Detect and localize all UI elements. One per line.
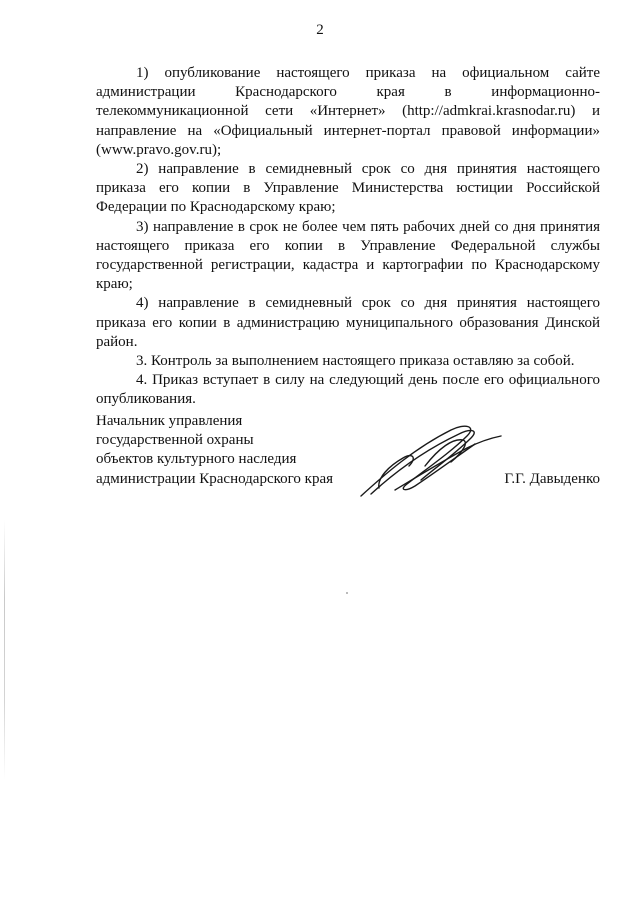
page-number: 2 bbox=[316, 22, 324, 38]
signatory-position-line: Начальник управления bbox=[96, 413, 243, 429]
signatory-position-line: объектов культурного наследия bbox=[96, 451, 297, 468]
signature-block bbox=[96, 412, 600, 512]
scan-edge-mark bbox=[4, 520, 5, 780]
signatory-position-line: администрации Краснодарского края bbox=[96, 470, 334, 487]
document-body bbox=[96, 64, 600, 410]
signatory-position bbox=[96, 412, 356, 489]
handwritten-signature bbox=[355, 418, 505, 502]
paragraph-publication: 1) опубликование настоящего приказа на официальном сайте администрации Краснодарского края в информационно-телекоммуникационной сети «Интернет» (http://admkrai.krasnodar.ru) и направление на «Официальный интернет-портал правовой информации» (www.pravo.gov.ru); bbox=[96, 65, 600, 158]
signatory-name: Г.Г. Давыденко bbox=[504, 470, 600, 487]
paragraph-dinskoy-district: 4) направление в семидневный срок со дня принятия настоящего приказа его копии в администрацию муниципального образования Динской район. bbox=[96, 295, 600, 350]
signatory-position-line: государственной охраны bbox=[96, 432, 254, 449]
paragraph-control: 3. Контроль за выполнением настоящего приказа оставляю за собой. bbox=[136, 353, 575, 370]
scan-speck bbox=[346, 592, 348, 594]
paragraph-effective-date: 4. Приказ вступает в силу на следующий день после его официального опубликования. bbox=[96, 372, 600, 408]
paragraph-justice-ministry: 2) направление в семидневный срок со дня принятия настоящего приказа его копии в Управление Министерства юстиции Российской Федерации по Краснодарскому краю; bbox=[96, 161, 600, 216]
paragraph-registration-service: 3) направление в срок не более чем пять рабочих дней со дня принятия настоящего приказа его копии в Управление Федеральной службы государственной регистрации, кадастра и картографии по Краснодарскому краю; bbox=[96, 218, 600, 293]
